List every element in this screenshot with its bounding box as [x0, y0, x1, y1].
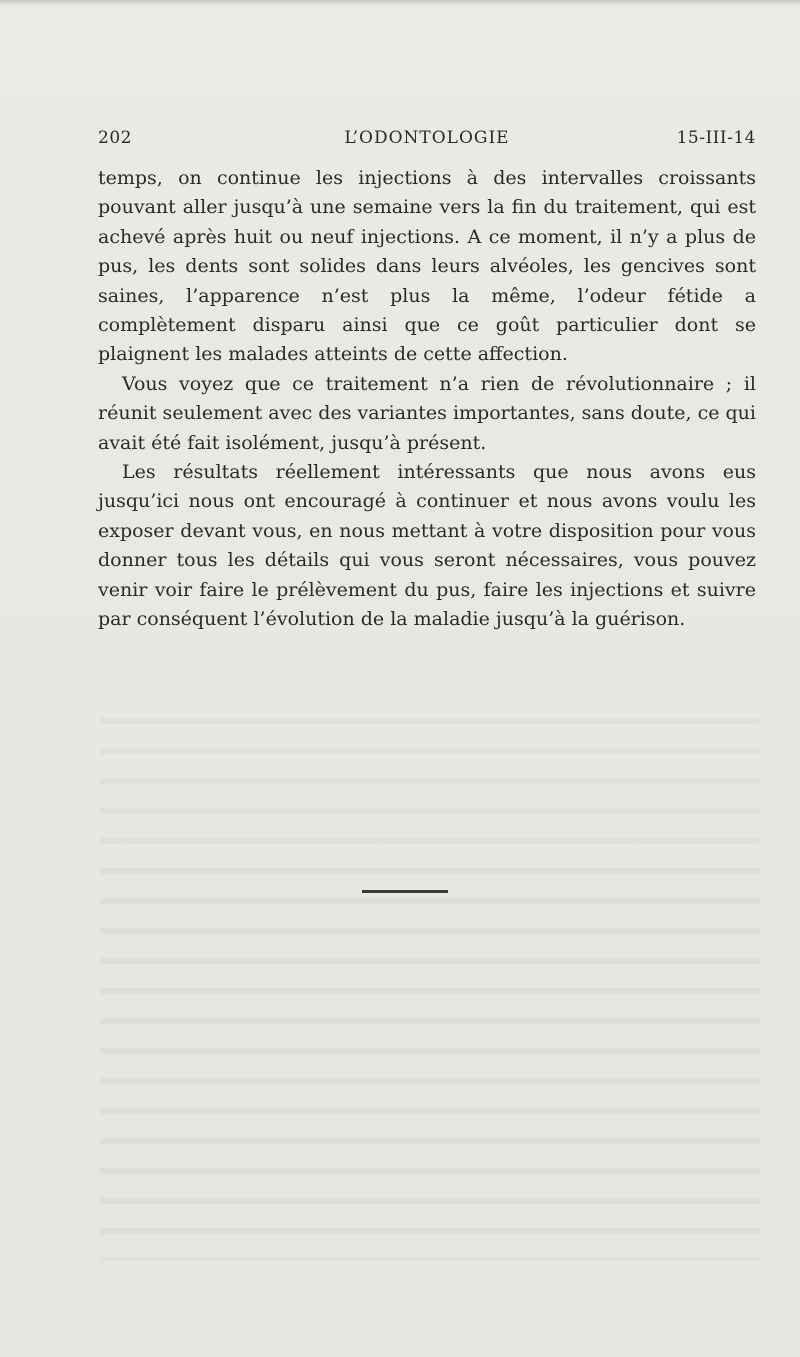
section-end-rule [362, 890, 448, 893]
paragraph-treatment: Vous voyez que ce traitement n’a rien de révolutionnaire ; il réunit seulement avec des variantes importantes, sans doute, ce qui avait été fait isolément, jusqu’à présent. [98, 372, 756, 454]
page-number: 202 [98, 128, 132, 148]
page-top-edge [0, 0, 800, 6]
bleed-through-texture [100, 700, 760, 1260]
body-text [98, 164, 756, 635]
issue-date: 15-III-14 [676, 128, 756, 148]
paragraph-continuation: temps, on continue les injections à des intervalles croissants pouvant aller jusqu’à une semaine vers la fin du traitement, qui est achevé après huit ou neuf injections. A ce moment, il n’y a plus de pus, les dents sont solides dans leurs alvéoles, les gencives sont saines, l’apparence n’est plus la même, l’odeur fétide a complètement disparu ainsi que ce goût particulier dont se plaignent les malades atteints de cette affection. [98, 167, 756, 366]
paragraph-results: Les résultats réellement intéressants que nous avons eus jusqu’ici nous ont encouragé à continuer et nous avons voulu les exposer devant vous, en nous mettant à votre disposition pour vous donner tous les détails qui vous seront nécessaires, vous pouvez venir voir faire le prélèvement du pus, faire les injections et suivre par conséquent l’évolution de la maladie jusqu’à la guérison. [98, 461, 756, 631]
page-header [98, 128, 756, 156]
running-title: L’ODONTOLOGIE [344, 128, 510, 148]
